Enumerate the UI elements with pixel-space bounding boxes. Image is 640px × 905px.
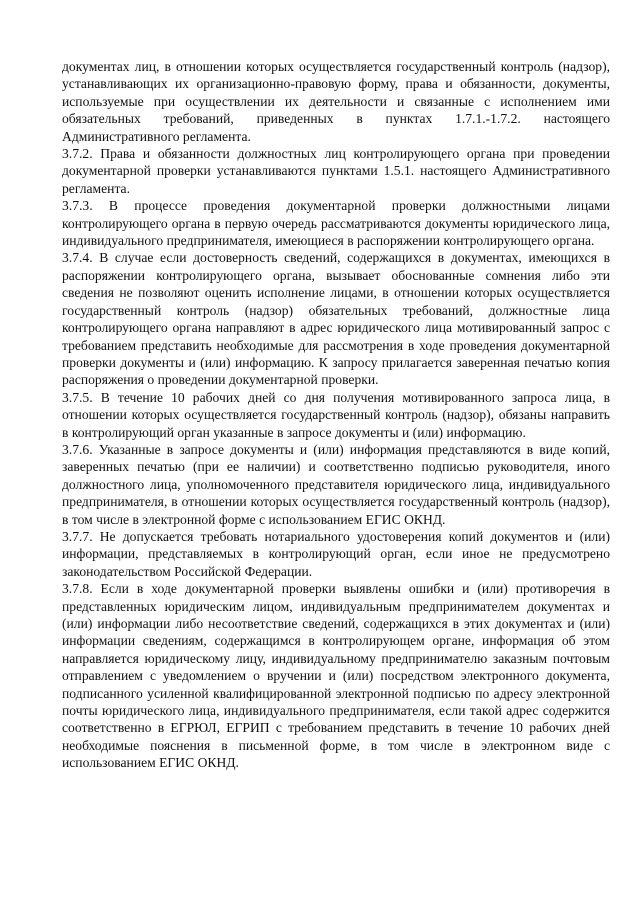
paragraph-3-7-7: 3.7.7. Не допускается требовать нотариального удостоверения копий документов и (или) информации, представляемых в контролирующий орган, если иное не предусмотрено законодательством Российской Федерации. bbox=[62, 528, 610, 579]
paragraph-3-7-4: 3.7.4. В случае если достоверность сведений, содержащихся в документах, имеющихся в распоряжении контролирующего органа, вызывает обоснованные сомнения либо эти сведения не позволяют оценить исполнение лицами, в отношении которых осуществляется государственный контроль (надзор) обязательных требований, должностные лица контролирующего органа направляют в адрес юридического лица мотивированный запрос с требованием представить необходимые для рассмотрения в ходе проведения документарной проверки документы и (или) информацию. К запросу прилагается заверенная печатью копия распоряжения о проведении документарной проверки. bbox=[62, 250, 610, 388]
paragraph-3-7-5: 3.7.5. В течение 10 рабочих дней со дня получения мотивированного запроса лица, в отношении которых осуществляется государственный контроль (надзор), обязаны направить в контролирующий орган указанные в запросе документы и (или) информацию. bbox=[62, 389, 610, 440]
paragraph-3-7-2: 3.7.2. Права и обязанности должностных лиц контролирующего органа при проведении документарной проверки устанавливаются пунктами 1.5.1. настоящего Административного регламента. bbox=[62, 146, 610, 196]
paragraph-3-7-6: 3.7.6. Указанные в запросе документы и (или) информация представляются в виде копий, заверенных печатью (при ее наличии) и соответственно подписью руководителя, иного должностного лица, уполномоченного представителя юридического лица, индивидуального предпринимателя, в отношении которых осуществляется государственный контроль (надзор), в том числе в электронной форме с использованием ЕГИС ОКНД. bbox=[62, 441, 610, 527]
paragraph-3-7-3: 3.7.3. В процессе проведения документарной проверки должностными лицами контролирующего органа в первую очередь рассматриваются документы юридического лица, индивидуального предпринимателя, имеющиеся в распоряжении контролирующего органа. bbox=[62, 198, 610, 249]
paragraph-continuation: документах лиц, в отношении которых осуществляется государственный контроль (надзор), устанавливающих их организационно-правовую форму, права и обязанности, документы, используемые при осуществлении их деятельности и связанные с исполнением ими обязательных требований, приведенных в пунктах 1.7.1.-1.7.2. настоящего Административного регламента. bbox=[62, 59, 610, 144]
document-page bbox=[62, 58, 610, 772]
paragraph-3-7-8: 3.7.8. Если в ходе документарной проверки выявлены ошибки и (или) противоречия в представленных юридическим лицом, индивидуальным предпринимателем документах и (или) информации либо несоответствие сведений, содержащихся в этих документах и (или) информации сведениям, содержащимся в контролирующем органе, информация об этом направляется юридическому лицу, индивидуальному предпринимателю заказным почтовым отправлением с уведомлением о вручении и (или) посредством электронного документа, подписанного усиленной квалифицированной электронной подписью по адресу электронной почты юридического лица, индивидуального предпринимателя, если такой адрес содержится соответственно в ЕГРЮЛ, ЕГРИП с требованием представить в течение 10 рабочих дней необходимые пояснения в письменной форме, в том числе в электронном виде с использованием ЕГИС ОКНД. bbox=[62, 581, 610, 771]
